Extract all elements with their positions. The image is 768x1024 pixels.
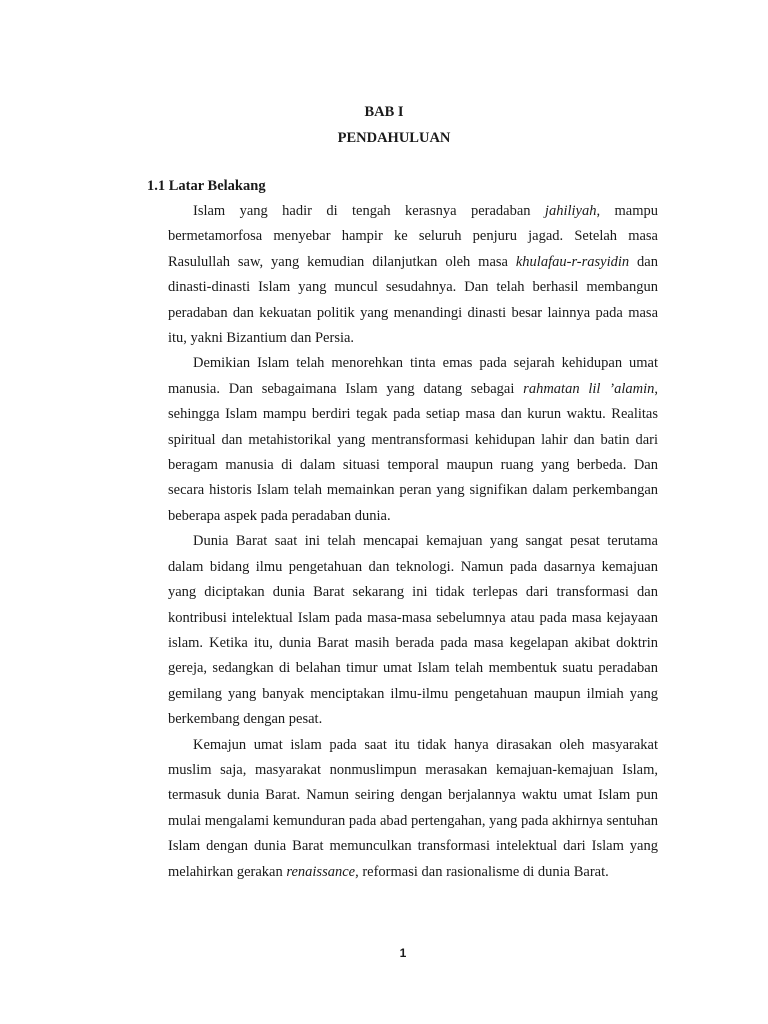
page-number: 1	[399, 946, 407, 960]
italic-term: jahiliyah	[544, 203, 597, 219]
chapter-title: PENDAHULUAN	[337, 130, 451, 146]
paragraph-text: Islam yang hadir di tengah kerasnya peradaban	[193, 203, 545, 219]
paragraph-text: Dunia Barat saat ini telah mencapai kemajuan yang sangat pesat terutama dalam bidang ilmu pengetahuan dan teknologi. Namun pada dasarnya kemajuan yang diciptakan dunia Barat sekarang ini tidak terlepas dari transformasi dan kontribusi intelektual Islam pada masa-masa sebelumnya atau pada masa kejayaan islam. Ketika itu, dunia Barat masih berada pada masa kegelapan akibat doktrin gereja, sedangkan di belahan timur umat Islam telah membentuk suatu peradaban gemilang yang banyak menciptakan ilmu-ilmu pengetahuan maupun ilmiah yang berkembang dengan pesat.	[168, 533, 658, 728]
paragraph-text: Demikian Islam telah menorehkan tinta emas pada sejarah kehidupan umat manusia. Dan sebagaimana Islam yang datang sebagai	[168, 355, 658, 397]
paragraph-text: Kemajun umat islam pada saat itu tidak hanya dirasakan oleh masyarakat muslim saja, masyarakat nonmuslimpun merasakan kemajuan-kemajuan Islam, termasuk dunia Barat. Namun seiring dengan berjalannya waktu umat Islam pun mulai mengalami kemunduran pada abad pertengahan, yang pada akhirnya sentuhan Islam dengan dunia Barat memunculkan transformasi intelektual dari Islam yang melahirkan gerakan	[168, 736, 658, 880]
paragraph-text: , reformasi dan rasionalisme di dunia Barat.	[355, 863, 609, 880]
paragraph-3	[168, 529, 658, 732]
paragraph-1	[168, 199, 658, 351]
paragraph-text: , mampu bermetamorfosa menyebar hampir ke seluruh penjuru jagad. Setelah masa Rasulullah saw, yang kemudian dilanjutkan oleh masa	[168, 203, 658, 270]
italic-term: khulafau-r-rasyidin	[515, 253, 630, 270]
section-heading: 1.1 Latar Belakang	[147, 178, 266, 194]
paragraph-text: dan dinasti-dinasti Islam yang muncul sesudahnya. Dan telah berhasil membangun peradaban dan kekuatan politik yang menandingi dinasti besar lainnya pada masa itu, yakni Bizantium dan Persia.	[168, 253, 658, 347]
italic-term: renaissance	[286, 863, 356, 880]
paragraph-2	[168, 351, 658, 529]
paragraph-4	[168, 733, 658, 885]
italic-term: rahmatan lil ’alamin	[523, 380, 655, 397]
body-text	[168, 199, 658, 885]
chapter-number: BAB I	[364, 104, 404, 120]
paragraph-text: , sehingga Islam mampu berdiri tegak pada setiap masa dan kurun waktu. Realitas spiritual dan metahistorikal yang mentransformasi kehidupan lahir dan batin dari beragam manusia di dalam situasi temporal maupun ruang yang berbeda. Dan secara historis Islam telah memainkan peran yang signifikan dalam perkembangan beberapa aspek pada peradaban dunia.	[168, 380, 658, 524]
